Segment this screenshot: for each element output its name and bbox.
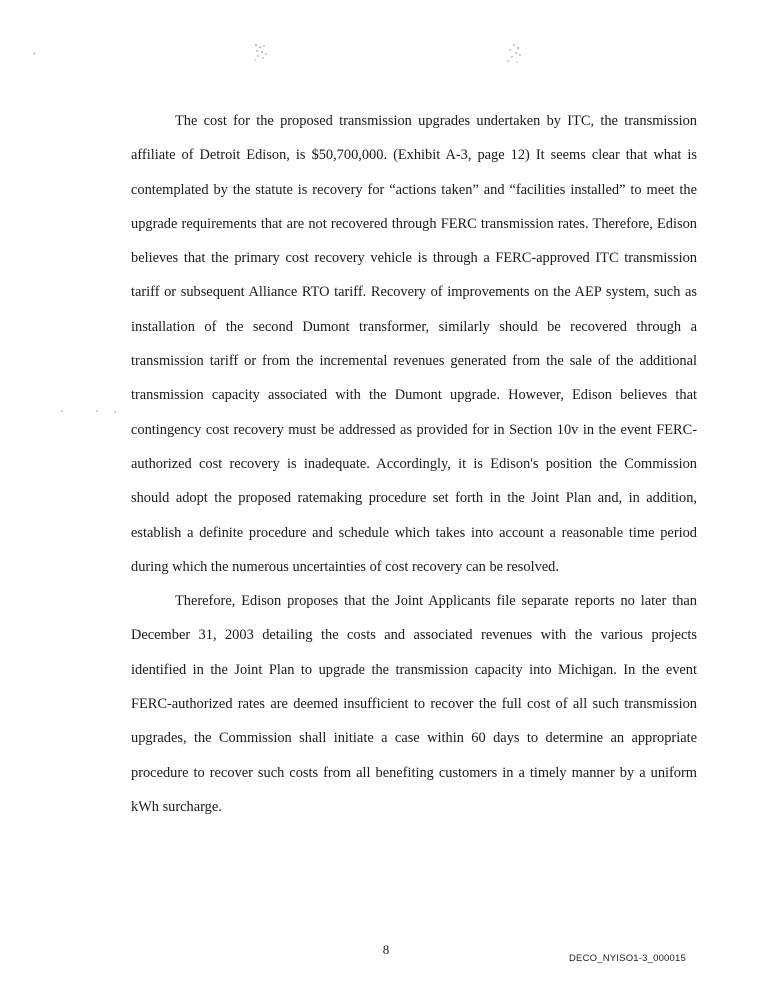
bates-number: DECO_NYISO1-3_000015 [568,953,686,964]
scan-artifact-right [504,42,524,66]
scan-dot [60,408,120,414]
body-text [131,104,697,824]
page-number: 8 [382,942,390,957]
scan-dot [33,52,36,55]
paragraph-1: The cost for the proposed transmission upgrades undertaken by ITC, the transmission affiliate of Detroit Edison, is $50,700,000. (Exhibit A-3, page 12) It seems clear that what is contemplated by the statute is recovery for “actions taken” and “facilities installed” to meet the upgrade requirements that are not recovered through FERC transmission rates. Therefore, Edison believes that the primary cost recovery vehicle is through a FERC-approved ITC transmission tariff or subsequent Alliance RTO tariff. Recovery of improvements on the AEP system, such as installation of the second Dumont transformer, similarly should be recovered through a transmission tariff or from the incremental revenues generated from the sale of the additional transmission capacity associated with the Dumont upgrade. However, Edison believes that contingency cost recovery must be addressed as provided for in Section 10v in the event FERC-authorized cost recovery is inadequate. Accordingly, it is Edison's position the Commission should adopt the proposed ratemaking procedure set forth in the Joint Plan and, in addition, establish a definite procedure and schedule which takes into account a reasonable time period during which the numerous uncertainties of cost recovery can be resolved. [131,113,697,575]
scan-artifact-left [252,42,270,64]
paragraph-2: Therefore, Edison proposes that the Joint Applicants file separate reports no later than December 31, 2003 detailing the costs and associated revenues with the various projects identified in the Joint Plan to upgrade the transmission capacity into Michigan. In the event FERC-authorized rates are deemed insufficient to recover the full cost of all such transmission upgrades, the Commission shall initiate a case within 60 days to determine an appropriate procedure to recover such costs from all benefiting customers in a timely manner by a uniform kWh surcharge. [131,593,697,815]
